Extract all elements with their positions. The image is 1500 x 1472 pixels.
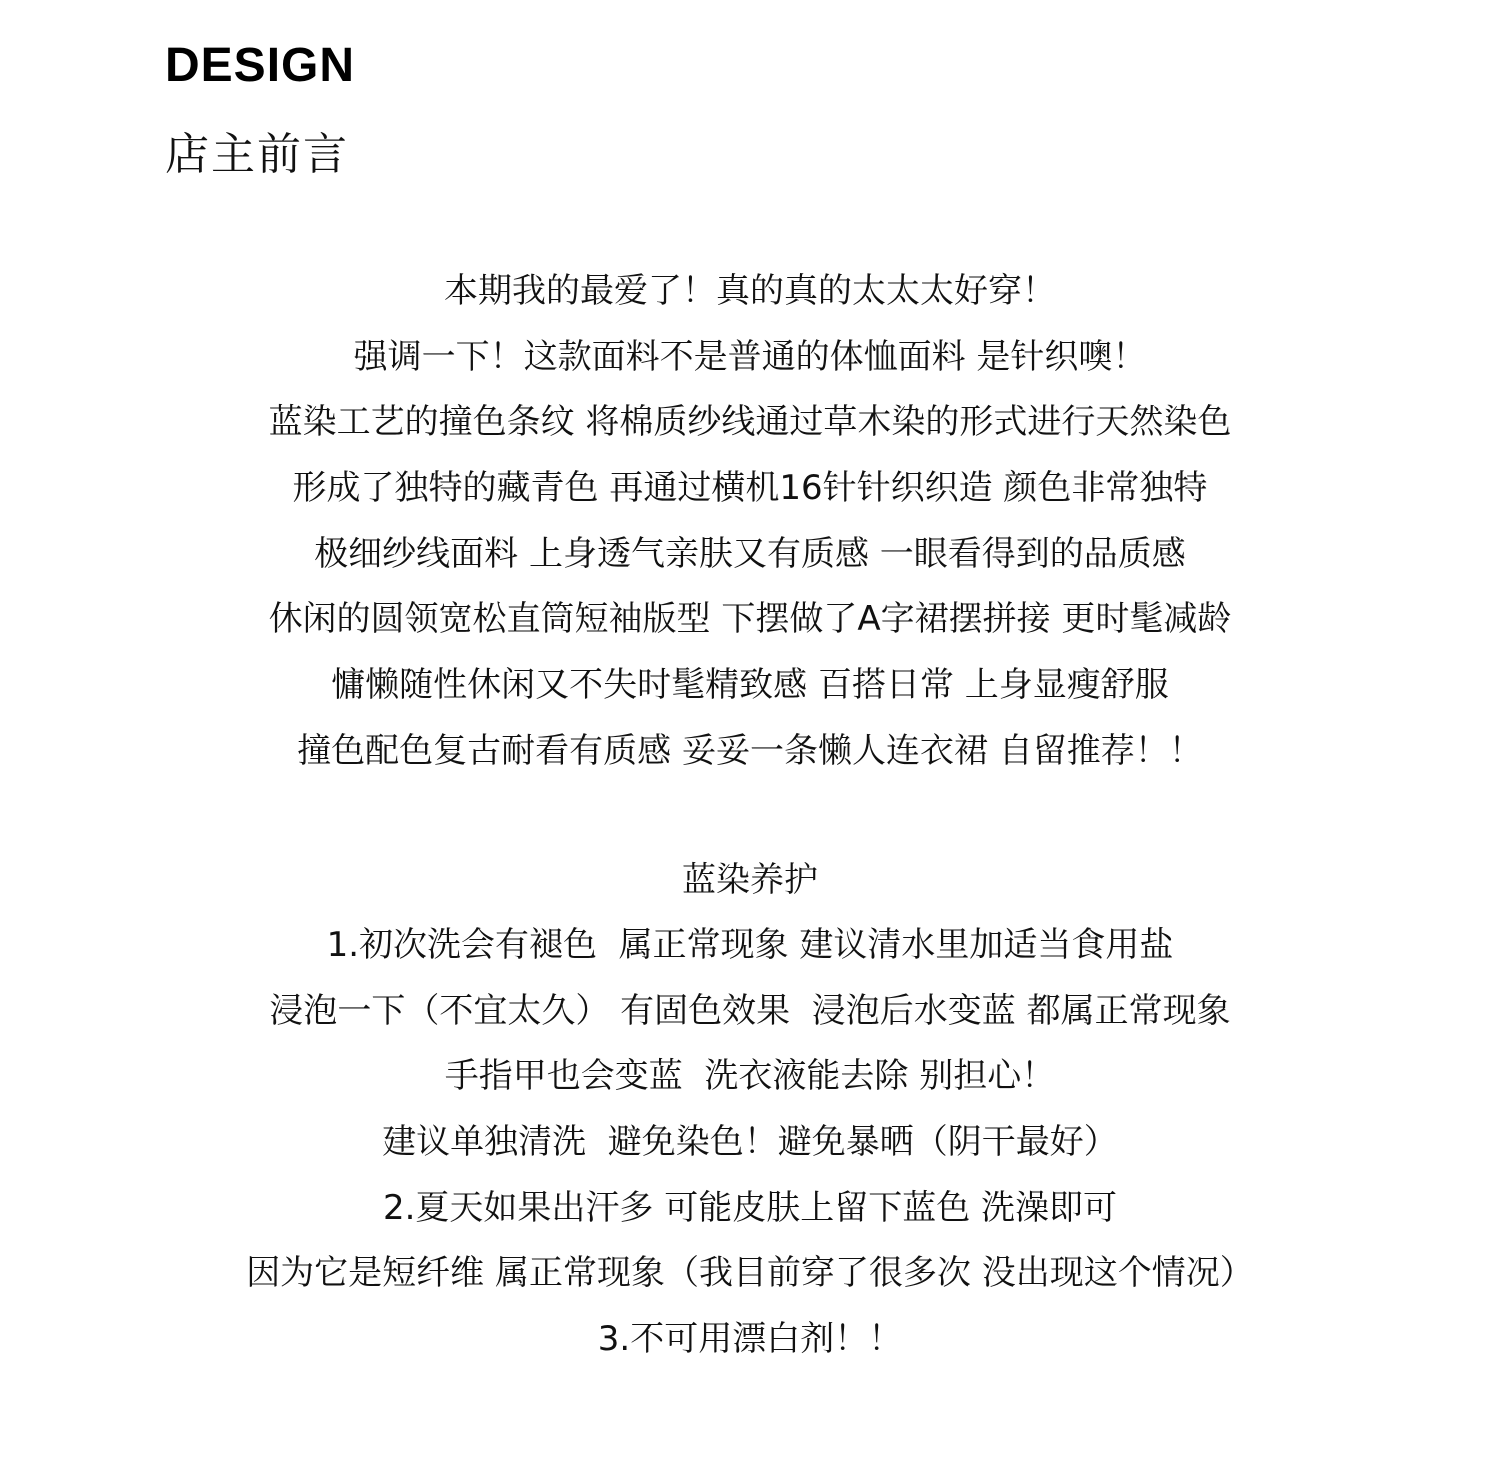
design-title: DESIGN: [165, 39, 356, 92]
intro-paragraph: [0, 259, 1500, 785]
intro-line: 极细纱线面料 上身透气亲肤又有质感 一眼看得到的品质感: [314, 533, 1186, 574]
care-line: 2.夏天如果出汗多 可能皮肤上留下蓝色 洗澡即可: [382, 1187, 1118, 1228]
shop-owner-preface-title: 店主前言: [165, 129, 349, 180]
care-line: 手指甲也会变蓝 洗衣液能去除 别担心！: [444, 1056, 1056, 1097]
care-line: 1.初次洗会有褪色 属正常现象 建议清水里加适当食用盐: [326, 925, 1174, 965]
care-line: 建议单独清洗 避免染色！避免暴晒（阴干最好）: [382, 1122, 1118, 1163]
intro-line: 强调一下！这款面料不是普通的体恤面料 是针织噢！: [353, 336, 1147, 377]
intro-line: 蓝染工艺的撞色条纹 将棉质纱线通过草木染的形式进行天然染色: [268, 402, 1232, 443]
intro-line: 本期我的最爱了！真的真的太太太好穿！: [444, 271, 1056, 311]
intro-line: 休闲的圆领宽松直筒短袖版型 下摆做了A字裙摆拼接 更时髦减龄: [268, 599, 1232, 640]
care-line: 3.不可用漂白剂！！: [597, 1319, 903, 1360]
care-heading: 蓝染养护: [682, 860, 818, 900]
intro-line: 形成了独特的藏青色 再通过横机16针针织织造 颜色非常独特: [292, 468, 1208, 509]
care-line: 因为它是短纤维 属正常现象（我目前穿了很多次 没出现这个情况）: [246, 1253, 1254, 1294]
care-line: 浸泡一下（不宜太久） 有固色效果 浸泡后水变蓝 都属正常现象: [269, 990, 1231, 1031]
intro-line: 慵懒随性休闲又不失时髦精致感 百搭日常 上身显瘦舒服: [331, 665, 1169, 706]
intro-line: 撞色配色复古耐看有质感 妥妥一条懒人连衣裙 自留推荐！！: [297, 730, 1203, 771]
care-instructions: [0, 913, 1500, 1373]
